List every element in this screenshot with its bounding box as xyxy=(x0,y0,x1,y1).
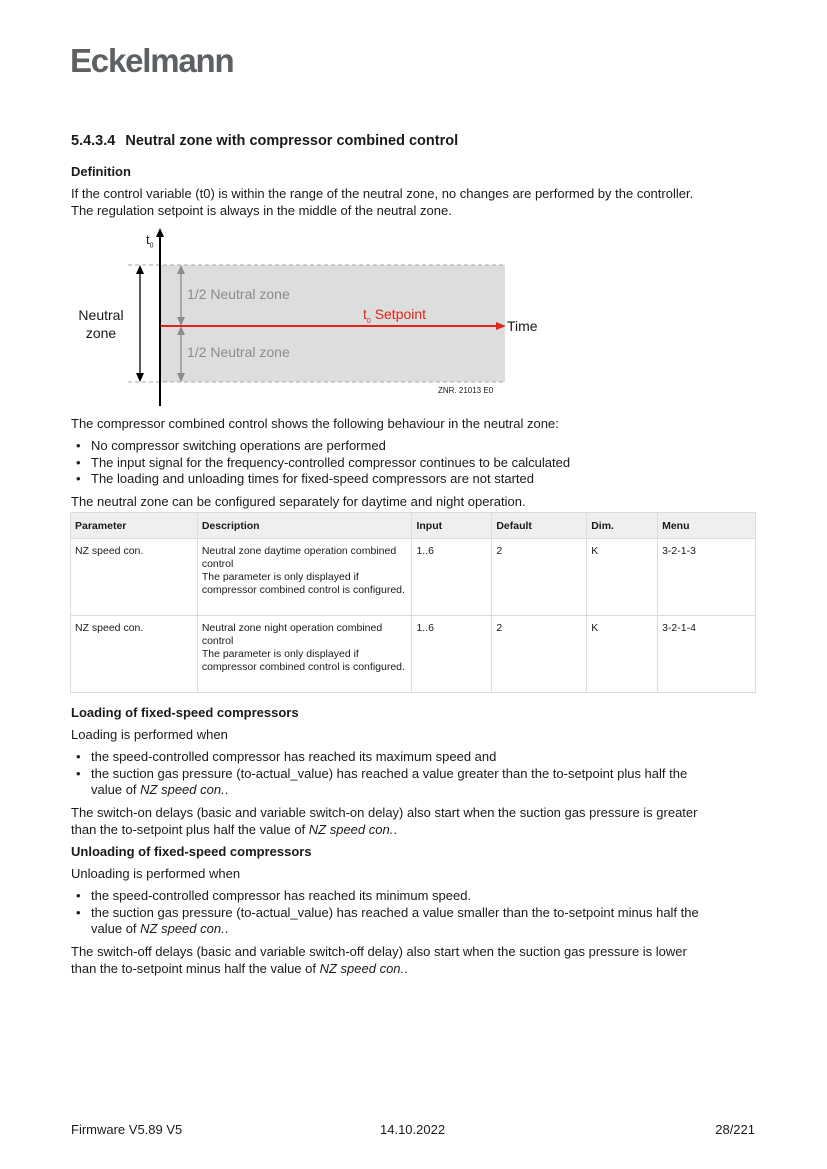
loading-list xyxy=(71,749,761,799)
neutral-zone-diagram xyxy=(70,228,550,408)
cell-description: Neutral zone daytime operation combined control The parameter is only displayed if compressor combined control is configured. xyxy=(197,539,412,616)
header-dim: Dim. xyxy=(587,513,658,539)
table-header-row xyxy=(71,513,756,539)
cell-parameter: NZ speed con. xyxy=(71,616,198,693)
list-item: • No compressor switching operations are performed xyxy=(71,438,761,455)
upper-half-zone-label: 1/2 Neutral zone xyxy=(187,286,290,302)
definition-text xyxy=(71,186,761,219)
list-item: • the speed-controlled compressor has reached its minimum speed. xyxy=(71,888,761,905)
list-item: • the speed-controlled compressor has reached its maximum speed and xyxy=(71,749,761,766)
unloading-heading: Unloading of fixed-speed compressors xyxy=(71,844,312,859)
cell-dim: K xyxy=(587,616,658,693)
definition-heading: Definition xyxy=(71,164,131,179)
footer-page-number: 28/221 xyxy=(715,1122,755,1137)
footer-firmware: Firmware V5.89 V5 xyxy=(71,1122,183,1137)
table-row xyxy=(71,539,756,616)
cell-parameter: NZ speed con. xyxy=(71,539,198,616)
company-logo: Eckelmann xyxy=(70,42,234,79)
loading-intro: Loading is performed when xyxy=(71,727,228,742)
header-description: Description xyxy=(197,513,412,539)
header-default: Default xyxy=(492,513,587,539)
unloading-list xyxy=(71,888,761,938)
section-number: 5.4.3.4 xyxy=(71,133,116,149)
neutral-zone-label: Neutral zone xyxy=(78,307,124,341)
loading-heading: Loading of fixed-speed compressors xyxy=(71,705,299,720)
unloading-intro: Unloading is performed when xyxy=(71,866,241,881)
figure-id: ZNR. 21013 E0 xyxy=(438,386,494,395)
footer-date: 14.10.2022 xyxy=(380,1122,446,1137)
behaviour-intro: The compressor combined control shows the following behaviour in the neutral zone: xyxy=(71,416,559,431)
cell-menu: 3-2-1-3 xyxy=(658,539,756,616)
cell-dim: K xyxy=(587,539,658,616)
neutral-zone-figure xyxy=(70,228,550,408)
config-note: The neutral zone can be configured separately for daytime and night operation. xyxy=(71,494,526,509)
cell-default: 2 xyxy=(492,539,587,616)
list-item: • The loading and unloading times for fixed-speed compressors are not started xyxy=(71,471,761,488)
table-row xyxy=(71,616,756,693)
definition-line-2: The regulation setpoint is always in the middle of the neutral zone. xyxy=(71,202,452,218)
cell-menu: 3-2-1-4 xyxy=(658,616,756,693)
setpoint-label: $t_0$ Setpoint xyxy=(363,306,427,325)
header-parameter: Parameter xyxy=(71,513,198,539)
cell-input: 1..6 xyxy=(412,539,492,616)
header-menu: Menu xyxy=(658,513,756,539)
y-axis-label: $t_0$ xyxy=(146,232,154,250)
loading-note: The switch-on delays (basic and variable switch-on delay) also start when the suction gas pressure is greater than the to-setpoint plus half the value of NZ speed con.. xyxy=(71,805,698,837)
definition-line-1: If the control variable (t0) is within the range of the neutral zone, no changes are performed by the controller. xyxy=(71,186,694,201)
x-axis-label: Time xyxy=(507,318,538,334)
list-item: • the suction gas pressure (to-actual_value) has reached a value smaller than the to-setpoint minus half the value of NZ speed con.. xyxy=(71,905,761,938)
list-item: • the suction gas pressure (to-actual_value) has reached a value greater than the to-setpoint plus half the value of NZ speed con.. xyxy=(71,766,761,799)
section-title xyxy=(71,133,458,149)
list-item: • The input signal for the frequency-controlled compressor continues to be calculated xyxy=(71,455,761,472)
cell-description: Neutral zone night operation combined control The parameter is only displayed if compressor combined control is configured. xyxy=(197,616,412,693)
header-input: Input xyxy=(412,513,492,539)
cell-default: 2 xyxy=(492,616,587,693)
lower-half-zone-label: 1/2 Neutral zone xyxy=(187,344,290,360)
cell-input: 1..6 xyxy=(412,616,492,693)
behaviour-list xyxy=(71,438,761,488)
parameter-table xyxy=(70,512,756,693)
unloading-note: The switch-off delays (basic and variable switch-off delay) also start when the suction gas pressure is lower than the to-setpoint minus half the value of NZ speed con.. xyxy=(71,944,687,976)
section-heading: Neutral zone with compressor combined control xyxy=(125,133,459,149)
